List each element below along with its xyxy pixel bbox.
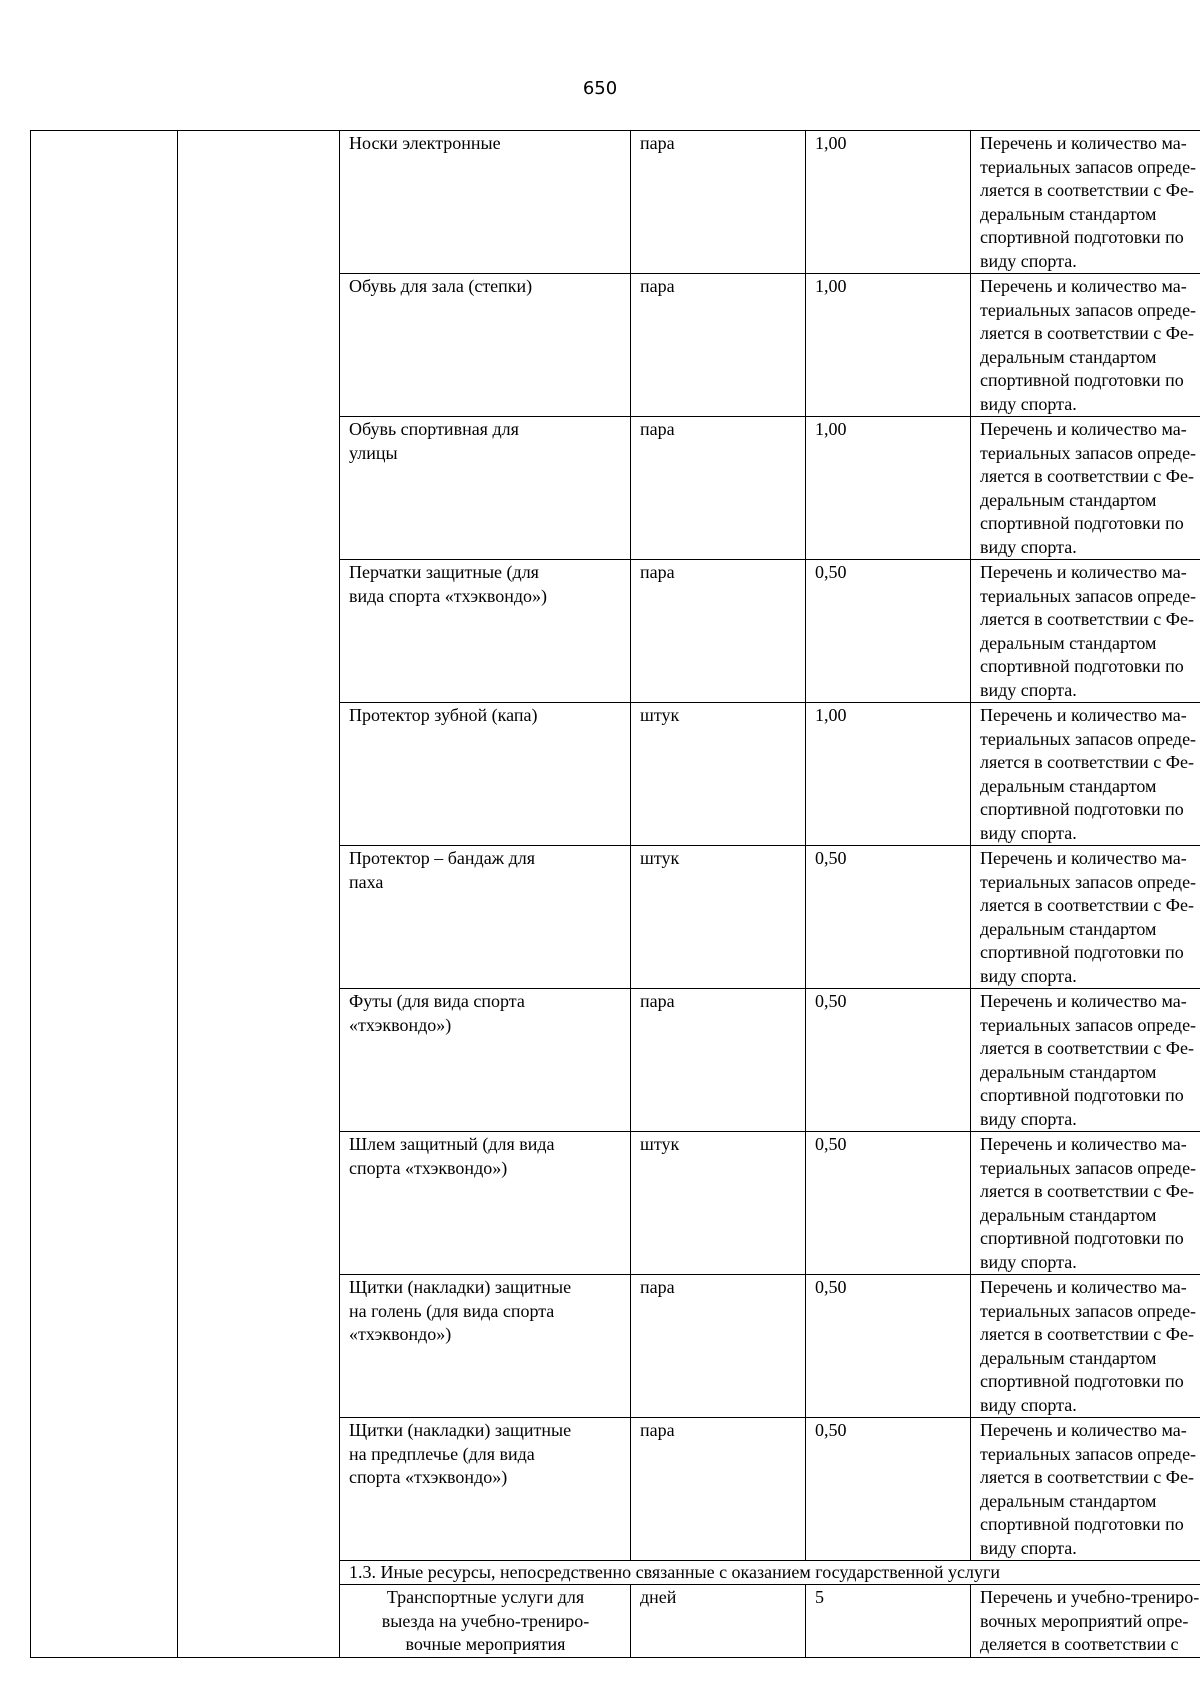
item-name xyxy=(340,703,631,846)
item-name xyxy=(340,1132,631,1275)
item-name xyxy=(340,1585,631,1658)
text-line: спортивной подготовки по xyxy=(980,513,1184,533)
text-line: ляется в соответствии с Фе- xyxy=(980,180,1195,200)
text-line: Перечень и количество ма- xyxy=(980,1134,1187,1154)
text-line: виду спорта. xyxy=(980,965,1077,986)
text-line: виду спорта. xyxy=(980,1251,1077,1272)
text-line: Перечень и количество ма- xyxy=(980,991,1187,1011)
item-unit: штук xyxy=(631,1132,806,1275)
text-line: спортивной подготовки по xyxy=(980,370,1184,390)
item-name xyxy=(340,560,631,703)
item-name xyxy=(340,989,631,1132)
empty-column-1 xyxy=(31,131,178,1658)
item-note xyxy=(971,1132,1200,1275)
item-unit: пара xyxy=(631,417,806,560)
text-line: Щитки (накладки) защитные xyxy=(349,1277,572,1297)
text-line: деральным стандартом xyxy=(980,1061,1157,1082)
text-line: Щитки (накладки) защитные xyxy=(349,1420,572,1440)
item-value: 0,50 xyxy=(806,1275,971,1418)
item-note xyxy=(971,274,1200,417)
text-line: Транспортные услуги для xyxy=(386,1587,585,1607)
item-value: 0,50 xyxy=(806,846,971,989)
text-line: териальных запасов опреде- xyxy=(980,1300,1197,1321)
resources-table xyxy=(30,130,1200,1658)
text-line: ляется в соответствии с Фе- xyxy=(980,895,1195,915)
item-name xyxy=(340,417,631,560)
text-line: Перечень и количество ма- xyxy=(980,848,1187,868)
item-name xyxy=(340,1275,631,1418)
text-line: «тхэквондо») xyxy=(349,1014,452,1035)
item-value: 0,50 xyxy=(806,989,971,1132)
item-name xyxy=(340,131,631,274)
item-unit: дней xyxy=(631,1585,806,1658)
text-line: спортивной подготовки по xyxy=(980,1371,1184,1391)
text-line: териальных запасов опреде- xyxy=(980,1014,1197,1035)
text-line: спортивной подготовки по xyxy=(980,656,1184,676)
text-line: ляется в соответствии с Фе- xyxy=(980,466,1195,486)
text-line: на предплечье (для вида xyxy=(349,1443,535,1464)
table-row xyxy=(31,131,1200,274)
item-value: 1,00 xyxy=(806,274,971,417)
text-line: деральным стандартом xyxy=(980,1347,1157,1368)
text-line: деральным стандартом xyxy=(980,346,1157,367)
text-line: териальных запасов опреде- xyxy=(980,871,1197,892)
text-line: спортивной подготовки по xyxy=(980,1085,1184,1105)
text-line: виду спорта. xyxy=(980,1108,1077,1129)
item-value: 1,00 xyxy=(806,417,971,560)
item-value: 0,50 xyxy=(806,1418,971,1561)
text-line: на голень (для вида спорта xyxy=(349,1300,555,1321)
text-line: Протектор зубной (капа) xyxy=(349,705,538,725)
item-note xyxy=(971,703,1200,846)
text-line: ляется в соответствии с Фе- xyxy=(980,1324,1195,1344)
item-value: 0,50 xyxy=(806,1132,971,1275)
text-line: деральным стандартом xyxy=(980,632,1157,653)
text-line: улицы xyxy=(349,442,398,463)
text-line: Перечень и количество ма- xyxy=(980,562,1187,582)
item-unit: штук xyxy=(631,846,806,989)
text-line: Перечень и количество ма- xyxy=(980,133,1187,153)
item-name xyxy=(340,274,631,417)
text-line: виду спорта. xyxy=(980,822,1077,843)
item-value: 1,00 xyxy=(806,131,971,274)
text-line: Протектор – бандаж для xyxy=(349,848,536,868)
empty-column-2 xyxy=(178,131,340,1658)
text-line: виду спорта. xyxy=(980,1394,1077,1415)
item-unit: пара xyxy=(631,560,806,703)
item-note xyxy=(971,417,1200,560)
text-line: вочных мероприятий опре- xyxy=(980,1610,1189,1631)
item-value: 1,00 xyxy=(806,703,971,846)
text-line: спортивной подготовки по xyxy=(980,799,1184,819)
item-unit: пара xyxy=(631,1418,806,1561)
item-note xyxy=(971,131,1200,274)
item-value: 0,50 xyxy=(806,560,971,703)
item-unit: пара xyxy=(631,1275,806,1418)
text-line: ляется в соответствии с Фе- xyxy=(980,609,1195,629)
text-line: деральным стандартом xyxy=(980,489,1157,510)
text-line: деляется в соответствии с xyxy=(980,1634,1179,1654)
text-line: виду спорта. xyxy=(980,393,1077,414)
text-line: деральным стандартом xyxy=(980,1204,1157,1225)
text-line: деральным стандартом xyxy=(980,775,1157,796)
text-line: «тхэквондо») xyxy=(349,1324,452,1344)
item-note xyxy=(971,846,1200,989)
text-line: спортивной подготовки по xyxy=(980,1514,1184,1534)
text-line: паха xyxy=(349,871,384,892)
item-name xyxy=(340,1418,631,1561)
text-line: ляется в соответствии с Фе- xyxy=(980,1038,1195,1058)
text-line: виду спорта. xyxy=(980,679,1077,700)
item-note xyxy=(971,560,1200,703)
item-unit: штук xyxy=(631,703,806,846)
text-line: Носки электронные xyxy=(349,133,501,153)
text-line: вочные мероприятия xyxy=(405,1634,566,1654)
item-unit: пара xyxy=(631,131,806,274)
text-line: деральным стандартом xyxy=(980,203,1157,224)
item-note xyxy=(971,989,1200,1132)
page-number: 650 xyxy=(582,78,618,99)
text-line: спортивной подготовки по xyxy=(980,942,1184,962)
text-line: Обувь для зала (степки) xyxy=(349,276,533,296)
text-line: териальных запасов опреде- xyxy=(980,1157,1197,1178)
text-line: вида спорта «тхэквондо») xyxy=(349,585,547,606)
text-line: спортивной подготовки по xyxy=(980,227,1184,247)
text-line: спорта «тхэквондо») xyxy=(349,1157,508,1178)
text-line: ляется в соответствии с Фе- xyxy=(980,752,1195,772)
text-line: деральным стандартом xyxy=(980,918,1157,939)
text-line: Перечень и количество ма- xyxy=(980,1277,1187,1297)
text-line: виду спорта. xyxy=(980,250,1077,271)
item-note xyxy=(971,1275,1200,1418)
item-name xyxy=(340,846,631,989)
text-line: спортивной подготовки по xyxy=(980,1228,1184,1248)
text-line: выезда на учебно-трениро- xyxy=(381,1610,590,1631)
text-line: териальных запасов опреде- xyxy=(980,156,1197,177)
text-line: териальных запасов опреде- xyxy=(980,442,1197,463)
text-line: ляется в соответствии с Фе- xyxy=(980,1467,1195,1487)
text-line: териальных запасов опреде- xyxy=(980,1443,1197,1464)
text-line: Перечень и количество ма- xyxy=(980,276,1187,296)
section-title: 1.3. Иные ресурсы, непосредственно связанные с оказанием государственной услуги xyxy=(340,1561,1200,1585)
item-value: 5 xyxy=(806,1585,971,1658)
text-line: спорта «тхэквондо») xyxy=(349,1467,508,1487)
text-line: Перечень и количество ма- xyxy=(980,1420,1187,1440)
text-line: виду спорта. xyxy=(980,536,1077,557)
text-line: Перечень и учебно-трениро- xyxy=(980,1587,1200,1607)
text-line: Перчатки защитные (для xyxy=(349,562,539,582)
text-line: Перечень и количество ма- xyxy=(980,419,1187,439)
item-note xyxy=(971,1418,1200,1561)
text-line: Перечень и количество ма- xyxy=(980,705,1187,725)
text-line: Шлем защитный (для вида xyxy=(349,1134,555,1154)
item-note xyxy=(971,1585,1200,1658)
text-line: териальных запасов опреде- xyxy=(980,728,1197,749)
item-unit: пара xyxy=(631,274,806,417)
text-line: виду спорта. xyxy=(980,1537,1077,1558)
text-line: Обувь спортивная для xyxy=(349,419,519,439)
text-line: териальных запасов опреде- xyxy=(980,585,1197,606)
text-line: ляется в соответствии с Фе- xyxy=(980,323,1195,343)
item-unit: пара xyxy=(631,989,806,1132)
text-line: Футы (для вида спорта xyxy=(349,991,525,1011)
text-line: деральным стандартом xyxy=(980,1490,1157,1511)
text-line: териальных запасов опреде- xyxy=(980,299,1197,320)
text-line: ляется в соответствии с Фе- xyxy=(980,1181,1195,1201)
